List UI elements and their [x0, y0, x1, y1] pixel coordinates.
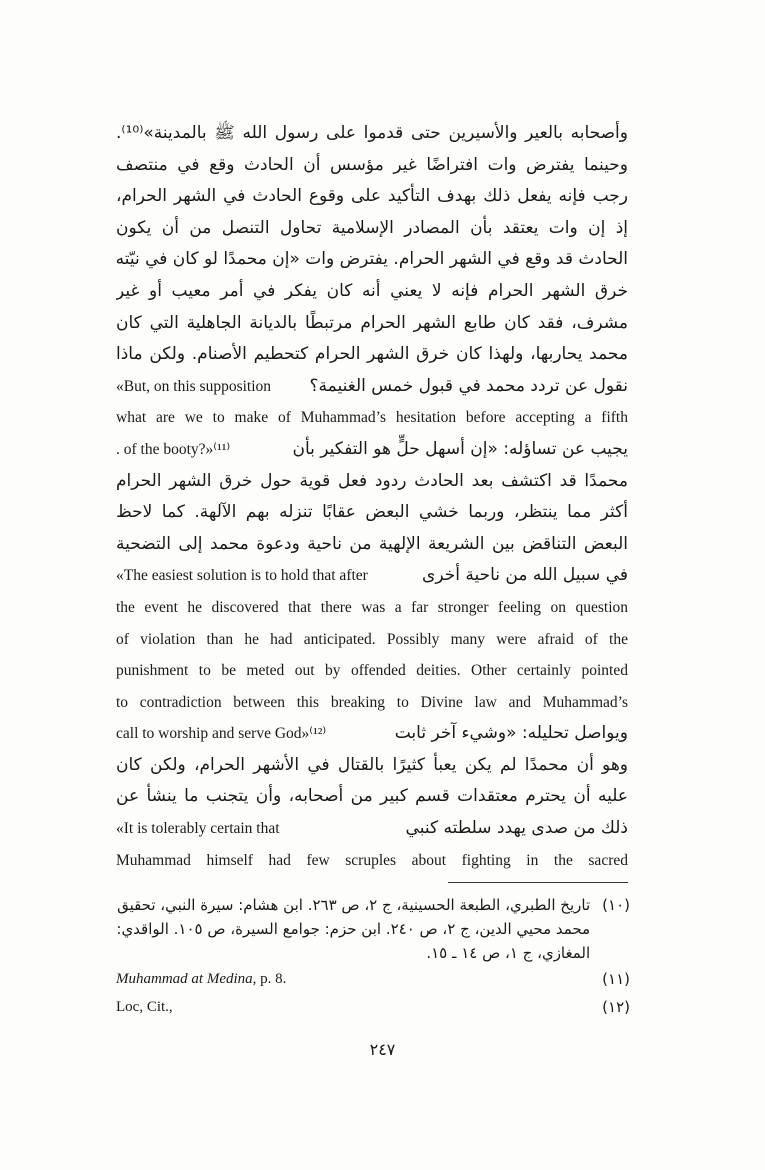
text-line-7: مشرف، فقد كان طابع الشهر الحرام مرتبطًا بالديانة الجاهلية التي كان — [116, 312, 628, 333]
arabic-fragment: يجيب عن تساؤله: «إن أسهل حلٍّ هو التفكير بأن — [292, 438, 628, 459]
footnote-number: (١٠) — [602, 896, 630, 914]
text-line-1: وأصحابه بالعير والأسيرين حتى قدموا على رسول الله ﷺ بالمدينة»⁽¹⁰⁾. — [116, 123, 628, 143]
footnote-divider — [448, 882, 628, 883]
footnote-text: تاريخ الطبري، الطبعة الحسينية، ج ٢، ص ٢٦٣. ابن هشام: سيرة النبي، تحقيق محمد محيي الدين، ج ٢، ص ٢٤٠. ابن حزم: جوامع السيرة، ص ١٠٥. الواقدي: المغازي، ج ١، ص ١٤ ـ ١٥. — [116, 896, 591, 962]
text-line-16: the event he discovered that there was a far stronger feeling on question — [116, 598, 628, 616]
footnote-number: (١١) — [602, 970, 630, 988]
text-line-15 — [116, 560, 628, 592]
text-line-11 — [116, 434, 628, 466]
text-line-12: محمدًا قد اكتشف بعد الحادث ردود فعل قوية حول خرق الشهر الحرام — [116, 470, 628, 491]
arabic-fragment: ويواصل تحليله: «وشيء آخر ثابت — [394, 723, 628, 744]
text-line-14: البعض التناقض بين الشريعة الإلهية من ناحية ودعوة محمد إلى التضحية — [116, 533, 628, 554]
text-line-22: عليه أن يحترم معتقدات قسم كبير من أصحابه، وأن يتجنب ما ينشأ عن — [116, 786, 628, 807]
footnote-11 — [116, 965, 630, 993]
text-line-4: إذ إن وات يعتقد بأن المصادر الإسلامية تحاول التنصل من أن يكون — [116, 217, 628, 238]
arabic-fragment: ذلك من صدى يهدد سلطته كنبي — [405, 818, 628, 839]
text-line-20 — [116, 718, 628, 750]
main-text-block — [116, 118, 628, 876]
text-line-17: of violation than he had anticipated. Possibly many were afraid of the — [116, 630, 628, 648]
text-line-2: وحينما يفترض وات افتراضًا غير مؤسس أن الحادث وقع في منتصف — [116, 154, 628, 175]
text-line-5: الحادث قد وقع في الشهر الحرام. يفترض وات «إن محمدًا لو كان في نيّته — [116, 249, 628, 270]
text-line-9 — [116, 371, 628, 403]
footnote-text — [116, 965, 286, 993]
text-line-3: رجب فإنه يفعل ذلك بهدف التأكيد على وقوع الحادث في الشهر الحرام، — [116, 186, 628, 207]
english-quote-fragment: «The easiest solution is to hold that after — [116, 567, 368, 585]
text-line-21: وهو أن محمدًا لم يكن يعبأ كثيرًا بالقتال في الأشهر الحرام، ولكن كان — [116, 754, 628, 775]
footnotes — [116, 893, 630, 1021]
footnote-book-title: Muhammad at Medina — [116, 971, 253, 987]
text-line-18: punishment to be meted out by offended deities. Other certainly pointed — [116, 662, 628, 680]
arabic-fragment: نقول عن تردد محمد في قبول خمس الغنيمة؟ — [309, 375, 628, 396]
arabic-fragment: في سبيل الله من ناحية أخرى — [422, 565, 628, 586]
text-line-13: أكثر مما ينتظر، وربما خشي البعض عقابًا تنزله بهم الآلهة. كما لاحظ — [116, 502, 628, 523]
text-line-8: محمد يحاربها، ولهذا كان خرق الشهر الحرام كتحطيم الأصنام. ولكن ماذا — [116, 344, 628, 365]
footnote-10 — [116, 893, 630, 965]
footnote-text: Loc, Cit., — [116, 999, 173, 1015]
footnote-12 — [116, 993, 630, 1021]
text-line-24: Muhammad himself had few scruples about fighting in the sacred — [116, 851, 628, 869]
english-quote-fragment: «It is tolerably certain that — [116, 820, 280, 838]
footnote-page-ref: , p. 8. — [252, 971, 287, 987]
footnote-number: (١٢) — [602, 998, 630, 1016]
page-number: ٢٤٧ — [369, 1040, 396, 1059]
text-line-6: خرق الشهر الحرام فإنه لا يعني أنه كان يفكر في أمر معيب أو غير — [116, 280, 628, 301]
text-line-23 — [116, 813, 628, 845]
text-line-10: what are we to make of Muhammad’s hesitation before accepting a fifth — [116, 409, 628, 427]
english-quote-fragment: «But, on this supposition — [116, 377, 272, 395]
english-quote-fragment: . of the booty?»⁽¹¹⁾ — [116, 440, 231, 458]
english-quote-fragment: call to worship and serve God»⁽¹²⁾ — [116, 725, 327, 743]
text-line-19: to contradiction between this breaking to Divine law and Muhammad’s — [116, 693, 628, 711]
